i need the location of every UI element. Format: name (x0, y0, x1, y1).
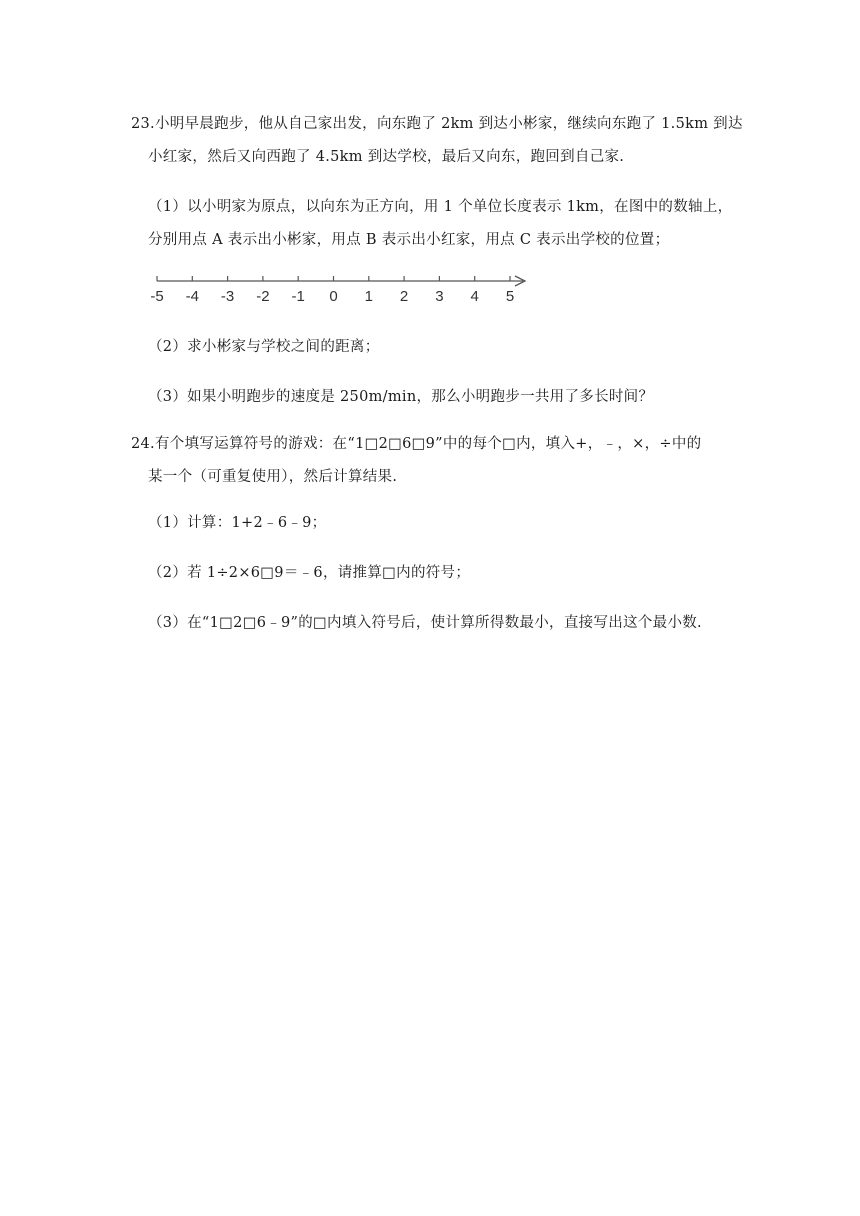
q24-text-line2: 某一个（可重复使用），然后计算结果. (148, 469, 398, 485)
q24-text-line1: 24.有个填写运算符号的游戏：在“1□2□6□9”中的每个□内，填入+，﹣，×，÷中的 (131, 436, 702, 452)
number-line-tick-label: -3 (220, 288, 235, 305)
number-line-tick-label: -4 (185, 288, 199, 305)
q23-part1-line1: （1）以小明家为原点，以向东为正方向，用 1 个单位长度表示 1km，在图中的数轴上， (148, 199, 733, 215)
q23-part3: （3）如果小明跑步的速度是 250m/min，那么小明跑步一共用了多长时间？ (148, 389, 654, 405)
number-line-tick-label: 4 (470, 288, 479, 305)
number-line-tick-label: -5 (150, 288, 164, 305)
number-line-tick-label: 3 (435, 288, 444, 305)
number-line-tick-label: 0 (329, 288, 338, 305)
number-line-tick-label: 2 (399, 288, 409, 305)
q24-part2: （2）若 1÷2×6□9＝﹣6，请推算□内的符号； (148, 565, 471, 581)
number-line-tick-label: 1 (364, 288, 373, 305)
number-line-tick-label: -2 (256, 288, 270, 305)
number-line (145, 270, 535, 310)
number-line-tick-label: 5 (505, 288, 515, 305)
q23-part2: （2）求小彬家与学校之间的距离； (148, 339, 380, 355)
q24-part1: （1）计算：1+2﹣6﹣9； (148, 515, 327, 531)
number-line-tick-label: -1 (291, 288, 305, 305)
q24-part3: （3）在“1□2□6﹣9”的□内填入符号后，使计算所得数最小，直接写出这个最小数. (148, 615, 702, 631)
q23-part1-line2: 分别用点 A 表示出小彬家，用点 B 表示出小红家，用点 C 表示出学校的位置； (148, 232, 670, 248)
q23-text-line1: 23.小明早晨跑步，他从自己家出发，向东跑了 2km 到达小彬家，继续向东跑了 1.5km 到达 (131, 116, 743, 132)
q23-text-line2: 小红家，然后又向西跑了 4.5km 到达学校，最后又向东，跑回到自己家. (148, 149, 625, 165)
